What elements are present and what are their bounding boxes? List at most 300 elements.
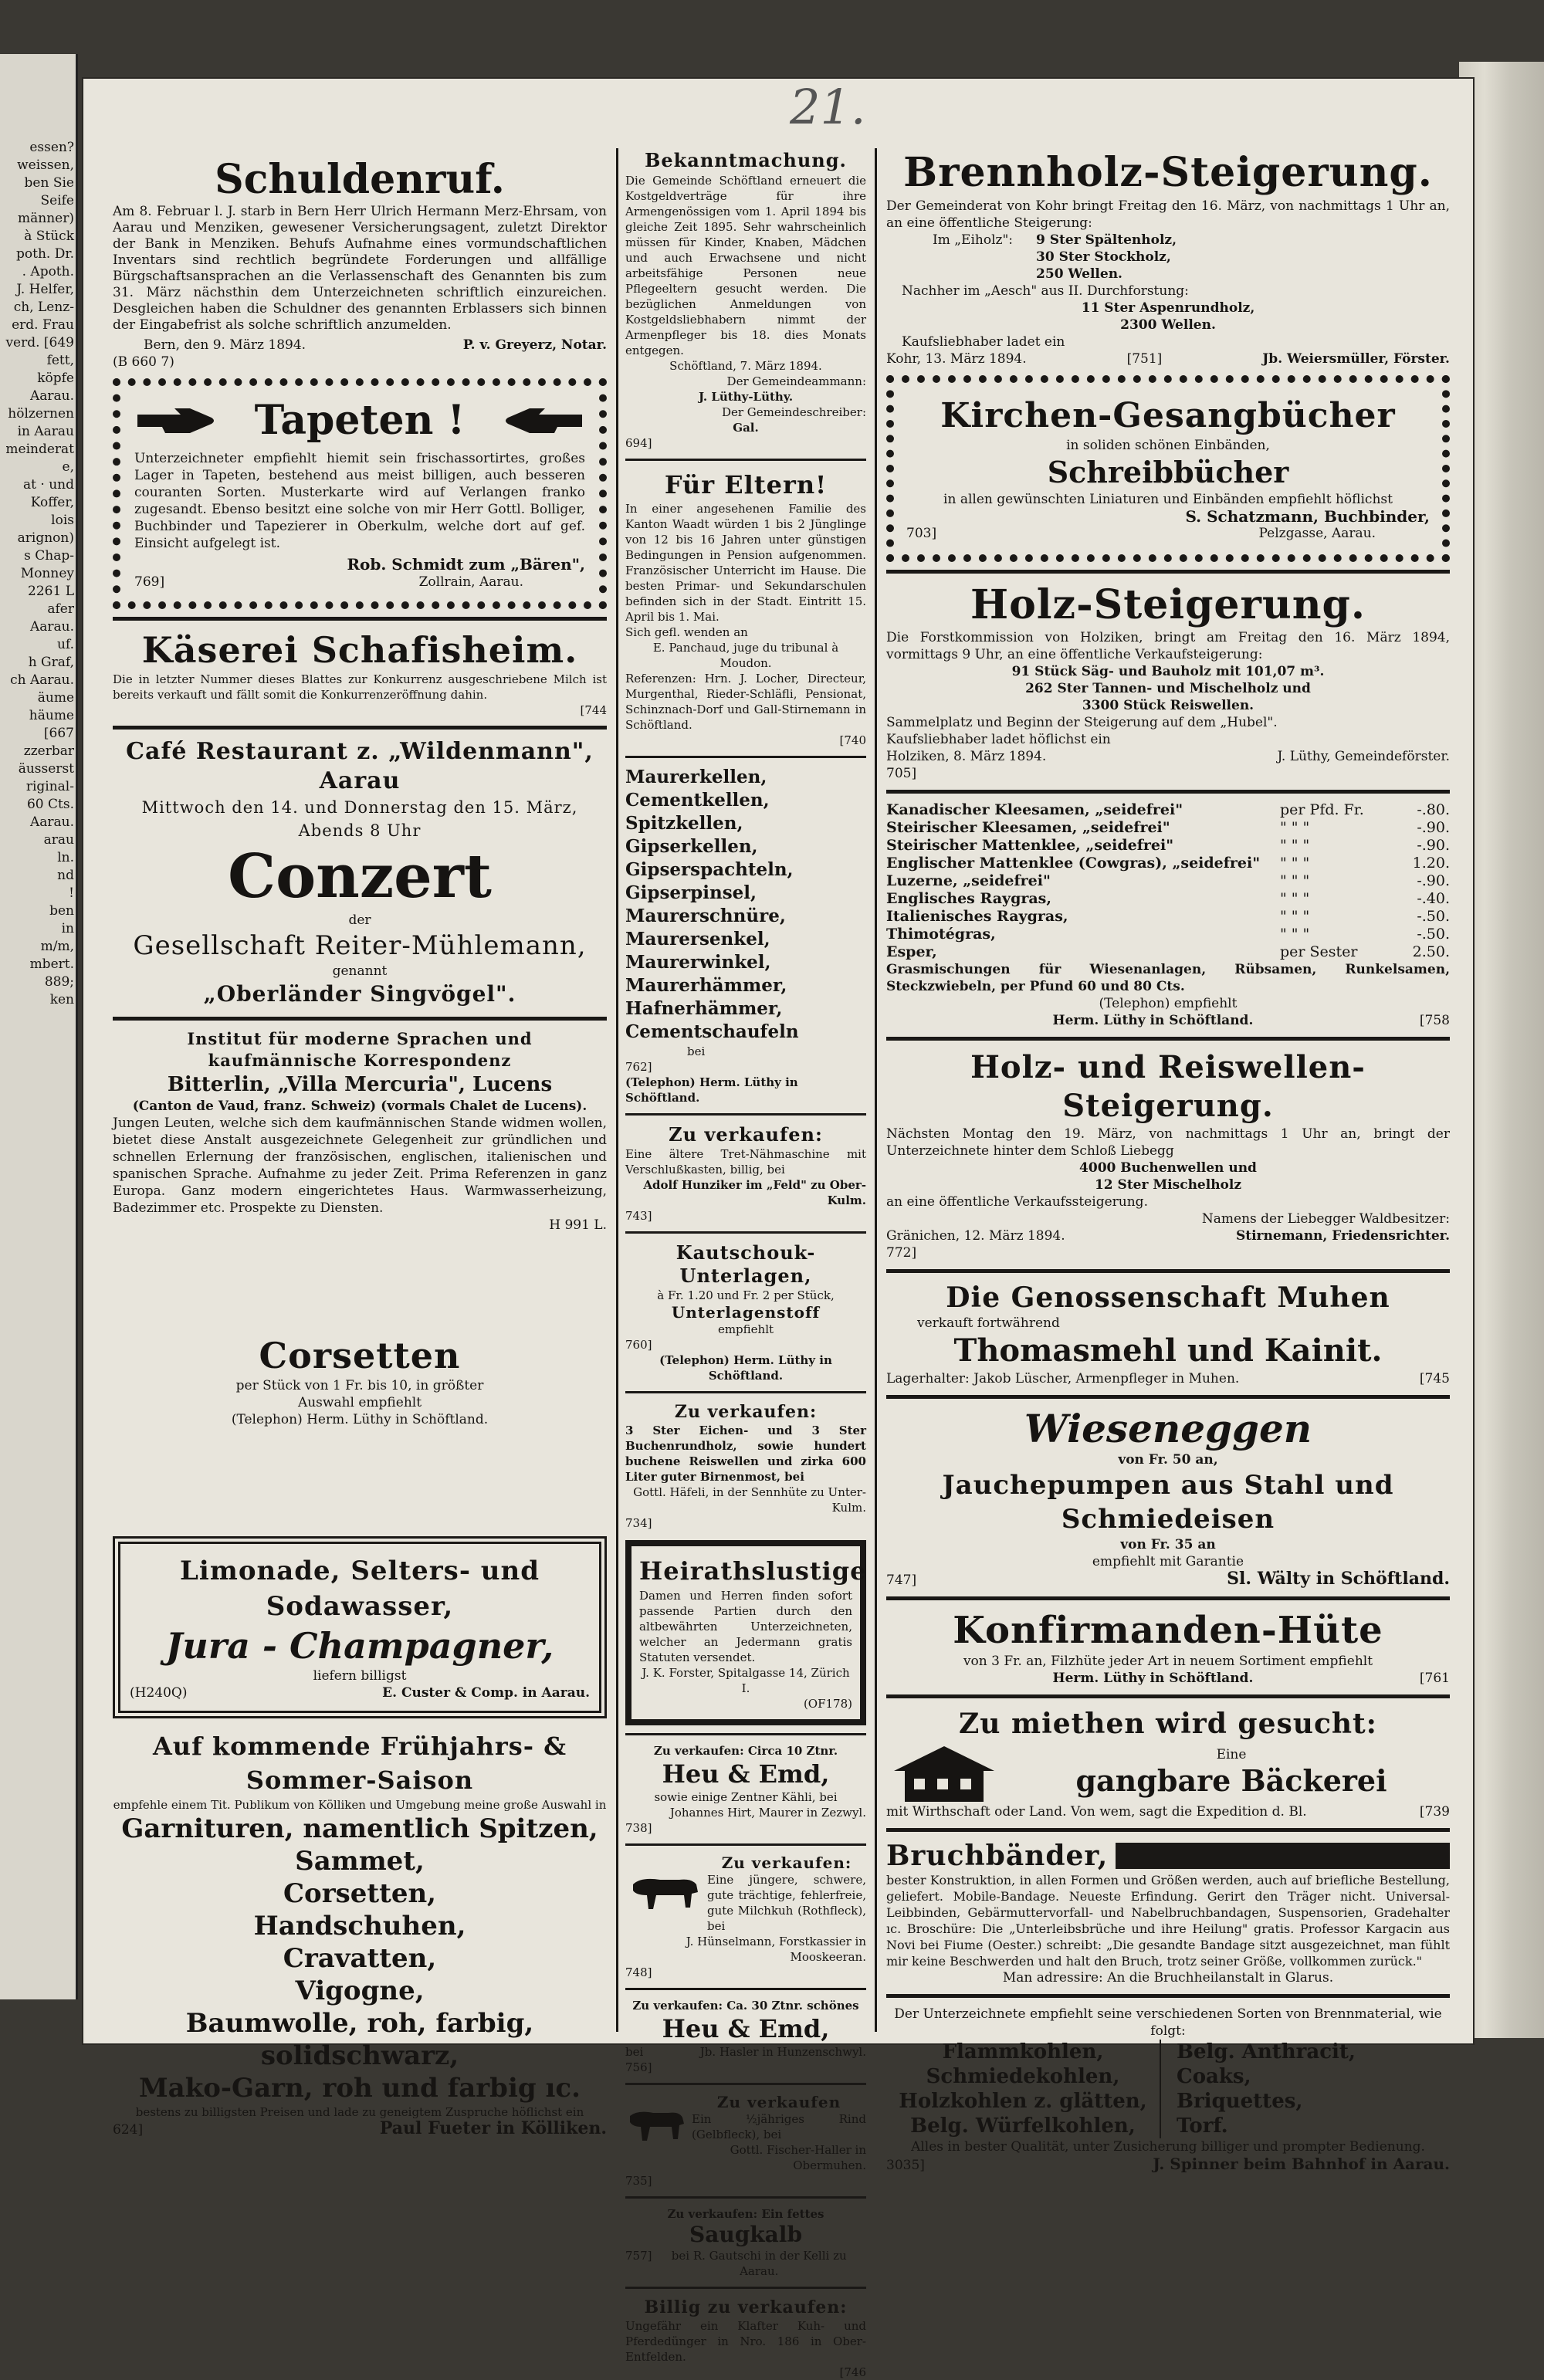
milchkuh-body: Eine jüngere, schwere, gute trächtige, fehlerfreie, gute Milchkuh (Rothfleck), bei xyxy=(707,1873,866,1933)
huete-title: Konfirmanden-Hüte xyxy=(953,1609,1383,1652)
ad-limonade xyxy=(113,1536,607,1718)
sliver-text: verd. [649 xyxy=(5,335,74,350)
ad-konfirmanden-huete xyxy=(886,1608,1450,1687)
naehmaschine-signer: Adolf Hunziker im „Feld" zu Ober-Kulm. xyxy=(643,1178,866,1207)
heu1-body: sowie einige Zentner Kähli, bei xyxy=(654,1790,838,1804)
sliver-text: e, xyxy=(62,459,74,475)
gesangbuecher-title2: Schreibbücher xyxy=(1047,455,1289,489)
samen-name: Luzerne, „seidefrei" xyxy=(886,872,1051,889)
house-icon xyxy=(886,1742,1002,1803)
fruehjahr-closing: bestens zu billigsten Preisen und lade zu geneigtem Zuspruche höflichst ein xyxy=(135,2105,584,2119)
bekanntmachung-name1: J. Lüthy-Lüthy. xyxy=(698,390,794,404)
institut-name: Bitterlin, „Villa Mercuria", Lucens xyxy=(167,1073,553,1096)
ad-samen xyxy=(886,801,1450,1029)
sliver-text: 60 Cts. xyxy=(26,797,74,812)
samen-price-row xyxy=(886,801,1450,819)
corsetten-title: Corsetten xyxy=(259,1335,461,1376)
samen-price: -.90. xyxy=(1417,819,1450,836)
kellen-bei: bei xyxy=(687,1044,706,1058)
reiswellen-for: Namens der Liebegger Waldbesitzer: xyxy=(1201,1211,1450,1227)
eichen-ref: 734] xyxy=(625,1516,652,1530)
brennmaterial-item: Flammkohlen, xyxy=(942,2040,1104,2063)
sliver-text: arau xyxy=(43,832,74,848)
ad-kellen xyxy=(625,766,866,1105)
ad-baeckerei xyxy=(886,1706,1450,1820)
muhen-title: Die Genossenschaft Muhen xyxy=(946,1281,1390,1314)
ad-bekanntmachung xyxy=(625,148,866,451)
brennmaterial-intro: Der Unterzeichnete empfiehlt seine verschiedenen Sorten von Brennmaterial, wie folgt: xyxy=(894,2006,1442,2039)
kautschuk-signer: (Telephon) Herm. Lüthy in Schöftland. xyxy=(659,1353,832,1383)
heu2-title: Heu & Emd, xyxy=(662,2014,830,2043)
huete-signer: Herm. Lüthy in Schöftland. xyxy=(1052,1671,1254,1686)
kellen-ref: 762] xyxy=(625,1060,652,1074)
calf-icon xyxy=(625,2104,687,2147)
bekanntmachung-title: Bekanntmachung. xyxy=(645,149,847,171)
muhen-agent: Lagerhalter: Jakob Lüscher, Armenpfleger in Muhen. xyxy=(886,1371,1240,1386)
naehmaschine-ref: 743] xyxy=(625,1209,652,1223)
samen-unit: " " " xyxy=(1280,908,1310,925)
heu2-ref: 756] xyxy=(625,2060,652,2074)
sliver-text: afer xyxy=(47,601,74,617)
column-middle xyxy=(625,148,867,2379)
column-left xyxy=(113,156,607,2138)
sliver-text: uf. xyxy=(56,637,74,652)
sliver-text: riginal- xyxy=(25,779,74,794)
sliver-text: à Stück xyxy=(24,229,74,244)
samen-empf: (Telephon) empfiehlt xyxy=(1099,996,1238,1011)
schuldenruf-title: Schuldenruf. xyxy=(215,156,505,203)
kellen-signer: (Telephon) Herm. Lüthy in Schöftland. xyxy=(625,1075,798,1105)
eltern-ref: [740 xyxy=(839,733,866,747)
sliver-text: Monney xyxy=(20,566,74,581)
sliver-text: zzerbar xyxy=(23,743,74,759)
wieseneggen-title: Wieseneggen xyxy=(1024,1406,1312,1451)
sliver-text: ! xyxy=(69,885,74,901)
sliver-text: Seife xyxy=(40,193,74,208)
baeckerei-main: gangbare Bäckerei xyxy=(1075,1763,1387,1798)
samen-signer: Herm. Lüthy in Schöftland. xyxy=(1052,1013,1254,1028)
fruehjahr-item: Mako-Garn, roh und farbig ıc. xyxy=(139,2073,581,2104)
wieseneggen-price2: von Fr. 35 an xyxy=(1120,1537,1216,1552)
heu1-title: Heu & Emd, xyxy=(662,1759,830,1789)
kellen-item: Maurerschnüre, xyxy=(625,906,786,926)
gesangbuecher-signer: S. Schatzmann, Buchbinder, xyxy=(1185,507,1430,526)
ad-tapeten xyxy=(113,378,607,609)
muhen-ref: [745 xyxy=(1419,1371,1450,1386)
column-right xyxy=(886,148,1450,2173)
limonade-ref: (H240Q) xyxy=(130,1685,188,1701)
samen-unit: " " " xyxy=(1280,926,1310,943)
ad-wieseneggen xyxy=(886,1407,1450,1589)
samen-price: -.50. xyxy=(1417,908,1450,925)
sliver-text: 889; xyxy=(44,974,74,990)
samen-name: Italienisches Raygras, xyxy=(886,908,1068,925)
samen-price: -.90. xyxy=(1417,872,1450,889)
bruchbaender-address: Man adressire: An die Bruchheilanstalt in Glarus. xyxy=(1002,1970,1334,1986)
sliver-text: in Aarau xyxy=(17,424,74,439)
institut-body: Jungen Leuten, welche sich dem kaufmännischen Stande widmen wollen, bietet diese Anstalt ausgezeichnete Gelegenheit zur gründlichen und schnellen Erlernung der französischen, englischen, italienischen und spanischen Sprache. Aufnahme zu jeder Zeit. Prima Referenzen in ganz Europa. Ganz modern eingerichtetes Haus. Warmwasserheizung, Badezimmer etc. Prospekte zu Diensten. xyxy=(113,1116,607,1216)
brennmaterial-item: Coaks, xyxy=(1177,2065,1251,2088)
samen-ref: [758 xyxy=(1419,1013,1450,1028)
conzert-venue: Café Restaurant z. „Wildenmann", Aarau xyxy=(126,738,594,794)
limonade-signer: E. Custer & Comp. in Aarau. xyxy=(382,1685,590,1701)
sliver-text: Aarau. xyxy=(29,814,74,830)
samen-name: Steirischer Kleesamen, „seidefrei" xyxy=(886,819,1170,836)
bekanntmachung-office2: Der Gemeindeschreiber: xyxy=(721,405,866,419)
sliver-text: fett, xyxy=(46,353,74,368)
kaeserei-title: Käserei Schafisheim. xyxy=(141,629,578,671)
kautschuk-body: à Fr. 1.20 und Fr. 2 per Stück, xyxy=(657,1288,835,1302)
ad-heu-emd-1 xyxy=(625,1743,866,1836)
sliver-text: ln. xyxy=(57,850,74,865)
brennholz-loc1-items xyxy=(1036,232,1177,283)
reiswellen-closing: an eine öffentliche Verkaufssteigerung. xyxy=(886,1194,1148,1210)
brennholz-signer: Jb. Weiersmüller, Förster. xyxy=(1262,351,1450,367)
sliver-text: s Chap- xyxy=(24,548,74,564)
corsetten-body: per Stück von 1 Fr. bis 10, in größter Auswahl empfiehlt xyxy=(235,1378,484,1410)
gesangbuecher-title: Kirchen-Gesangbücher xyxy=(940,396,1396,435)
brennholz-item: 9 Ster Spältenholz, xyxy=(1036,232,1177,248)
sliver-text: [667 xyxy=(43,726,74,741)
ad-brennholz xyxy=(886,148,1450,367)
samen-price: -.50. xyxy=(1417,926,1450,943)
sliver-text: meinderat xyxy=(5,442,74,457)
reiswellen-item: 12 Ster Mischelholz xyxy=(1094,1177,1242,1193)
heirath-signer: J. K. Forster, Spitalgasse 14, Zürich I. xyxy=(642,1666,850,1695)
column-rule-2 xyxy=(875,148,877,2032)
heirath-ref: (OF178) xyxy=(803,1697,852,1711)
brennmaterial-item: Holzkohlen z. glätten, xyxy=(899,2090,1147,2113)
kellen-item: Maurersenkel, xyxy=(625,929,770,950)
kellen-item: Cementschaufeln xyxy=(625,1021,799,1042)
sliver-text: mbert. xyxy=(29,956,74,972)
sliver-text: Aarau. xyxy=(29,619,74,635)
rind-title: Zu verkaufen xyxy=(716,2093,841,2111)
brennmaterial-closing: Alles in bester Qualität, unter Zusicherung billiger und prompter Bedienung. xyxy=(911,2139,1425,2155)
limonade-liefern: liefern billigst xyxy=(313,1668,407,1684)
ad-reiswellen xyxy=(886,1048,1450,1261)
ad-schuldenruf xyxy=(113,156,607,371)
huete-body: von 3 Fr. an, Filzhüte jeder Art in neuem Sortiment empfiehlt xyxy=(963,1654,1373,1669)
sliver-text: köpfe xyxy=(37,371,74,386)
samen-extra: Grasmischungen für Wiesenanlagen, Rübsamen, Runkelsamen, Steckzwiebeln, per Pfund 60 und 80 Cts. xyxy=(886,962,1450,994)
holz-title: Holz-Steigerung. xyxy=(970,581,1366,628)
milchkuh-title: Zu verkaufen: xyxy=(721,1854,852,1872)
samen-price-list xyxy=(886,801,1450,961)
tapeten-address: Zollrain, Aarau. xyxy=(418,574,523,590)
conzert-genannt: genannt xyxy=(332,963,388,979)
fruehjahr-item: Garnituren, namentlich Spitzen, xyxy=(121,1813,598,1844)
baeckerei-title: Zu miethen wird gesucht: xyxy=(959,1708,1377,1740)
baeckerei-eine: Eine xyxy=(1216,1747,1247,1762)
holz-ref: 705] xyxy=(886,766,917,781)
eichen-title: Zu verkaufen: xyxy=(674,1402,818,1422)
institut-ref: H 991 L. xyxy=(549,1217,607,1233)
gesangbuecher-sub1: in soliden schönen Einbänden, xyxy=(1066,438,1270,453)
samen-price: 2.50. xyxy=(1412,943,1450,960)
sliver-text: at · und xyxy=(23,477,74,493)
wieseneggen-ref: 747] xyxy=(886,1573,917,1588)
sliver-text: Aarau. xyxy=(29,388,74,404)
samen-price-row xyxy=(886,943,1450,961)
ad-eichenholz xyxy=(625,1401,866,1531)
sliver-text: J. Helfer, xyxy=(16,282,74,297)
fruehjahr-item: Baumwolle, roh, farbig, solidschwarz, xyxy=(185,2008,534,2071)
pointing-hand-left-icon xyxy=(500,405,585,436)
ad-fuer-eltern xyxy=(625,469,866,748)
kellen-item-list xyxy=(625,766,866,1044)
baeckerei-body: mit Wirthschaft oder Land. Von wem, sagt die Expedition d. Bl. xyxy=(886,1804,1307,1820)
klafter-title: Billig zu verkaufen: xyxy=(644,2297,848,2317)
sliver-text: ch, Lenz- xyxy=(13,300,74,315)
kellen-item: Gipserpinsel, xyxy=(625,882,757,903)
brennmaterial-right-list xyxy=(1161,2040,1450,2138)
fruehjahr-item: Corsetten, xyxy=(283,1878,437,1909)
gesangbuecher-sub2: in allen gewünschten Liniaturen und Einbänden empfiehlt höflichst xyxy=(943,492,1393,507)
saugkalb-lead: Zu verkaufen: Ein fettes xyxy=(667,2207,824,2221)
previous-page-edge xyxy=(0,54,78,1999)
eichen-signer: Gottl. Häfeli, in der Sennhüte zu Unter-Kulm. xyxy=(633,1485,866,1515)
fruehjahr-title: Auf kommende Frühjahrs- & Sommer-Saison xyxy=(152,1732,567,1795)
heu2-signer: Jb. Hasler in Hunzenschwyl. xyxy=(699,2045,866,2059)
samen-price-row xyxy=(886,890,1450,908)
brennholz-loc2-items xyxy=(886,300,1450,333)
sliver-text: h Graf, xyxy=(28,655,74,670)
sliver-text: arignon) xyxy=(17,530,74,546)
ad-muhen xyxy=(886,1281,1450,1387)
cow-icon xyxy=(625,1869,703,1915)
heu1-ref: 738] xyxy=(625,1821,652,1835)
brennholz-item: 250 Wellen. xyxy=(1036,266,1122,282)
rind-ref: 735] xyxy=(625,2174,652,2188)
reiswellen-signer: Stirnemann, Friedensrichter. xyxy=(1235,1228,1450,1244)
holz-closing: Kaufsliebhaber ladet höflichst ein xyxy=(886,732,1111,747)
ad-kaeserei xyxy=(113,628,607,718)
holz-item: 91 Stück Säg- und Bauholz mit 101,07 m³. xyxy=(1011,664,1325,679)
samen-price-row xyxy=(886,908,1450,926)
rind-body: Ein ½jähriges Rind (Gelbfleck), bei xyxy=(692,2112,866,2141)
wieseneggen-price1: von Fr. 50 an, xyxy=(1118,1452,1218,1468)
kellen-item: Gipserspachteln, xyxy=(625,859,794,880)
bekanntmachung-ref: 694] xyxy=(625,436,652,450)
ad-fruehjahr xyxy=(113,1729,607,2138)
sliver-text: nd xyxy=(57,868,74,883)
tapeten-ref: 769] xyxy=(134,574,165,590)
samen-unit: per Pfd. Fr. xyxy=(1280,801,1364,818)
saugkalb-signer: bei R. Gautschi in der Kelli zu Aarau. xyxy=(671,2249,847,2278)
sliver-text: äusserst xyxy=(18,761,74,777)
gesangbuecher-address: Pelzgasse, Aarau. xyxy=(1258,526,1376,541)
fruehjahr-item: Sammet, xyxy=(295,1846,425,1877)
samen-name: Steirischer Mattenklee, „seidefrei" xyxy=(886,837,1174,854)
ad-conzert xyxy=(113,737,607,1009)
kellen-item: Maurerkellen, xyxy=(625,767,767,787)
ad-heirathslustige xyxy=(625,1540,866,1725)
wieseneggen-signer: Sl. Wälty in Schöftland. xyxy=(1227,1569,1450,1589)
fruehjahr-item: Cravatten, xyxy=(283,1943,437,1974)
kellen-item: Hafnerhämmer, xyxy=(625,998,783,1019)
corsetten-signer: (Telephon) Herm. Lüthy in Schöftland. xyxy=(231,1412,489,1427)
samen-name: Kanadischer Kleesamen, „seidefrei" xyxy=(886,801,1183,818)
heirath-body: Damen und Herren finden sofort passende Partien durch den altbewährten Unterzeichneten, welcher an Jedermann gratis Statuten versendet. xyxy=(639,1589,852,1664)
column-rule-1 xyxy=(616,148,618,2032)
tapeten-body: Unterzeichneter empfiehlt hiemit sein frischassortirtes, großes Lager in Tapeten, bestehend aus meist billigen, auch besseren couranten Sorten. Musterkarte wird auf Verlangen franko zugesandt. Ebenso besitzt eine solche von mir Herr Gottl. Bolliger, Buchbinder und Tapezierer in Oberkulm, welche dort auf gef. Einsicht aufgelegt ist. xyxy=(134,451,585,551)
fruehjahr-item-list xyxy=(113,1813,607,2104)
holz-item: 262 Ster Tannen- und Mischelholz und xyxy=(1025,681,1311,696)
samen-price-row xyxy=(886,926,1450,943)
saugkalb-ref: 757] xyxy=(625,2249,652,2263)
samen-unit: per Sester xyxy=(1280,943,1358,960)
kellen-item: Maurerhämmer, xyxy=(625,975,787,996)
heu2-lead: Zu verkaufen: Ca. 30 Ztnr. schönes xyxy=(632,1999,859,2013)
ad-heu-emd-2 xyxy=(625,1998,866,2075)
eltern-contact: Sich gefl. wenden an xyxy=(625,625,748,639)
ad-saugkalb xyxy=(625,2206,866,2279)
schuldenruf-signer: P. v. Greyerz, Notar. xyxy=(462,337,607,353)
holz-meet: Sammelplatz und Beginn der Steigerung auf dem „Hubel". xyxy=(886,715,1278,730)
samen-price: -.40. xyxy=(1417,890,1450,907)
saugkalb-title: Saugkalb xyxy=(689,2222,803,2247)
kautschuk-sub: Unterlagenstoff xyxy=(671,1303,821,1322)
tapeten-title: Tapeten ! xyxy=(254,397,466,444)
ad-kautschuk xyxy=(625,1241,866,1383)
milchkuh-signer: J. Hünselmann, Forstkassier in Mooskeeran. xyxy=(686,1935,866,1964)
brennholz-closing: Kaufsliebhaber ladet ein xyxy=(902,334,1065,350)
schuldenruf-date: Bern, den 9. März 1894. xyxy=(144,337,306,353)
eltern-title: Für Eltern! xyxy=(664,470,828,499)
sliver-text: 2261 L xyxy=(28,584,74,599)
tapeten-signer: Rob. Schmidt zum „Bären", xyxy=(347,555,585,574)
samen-name: Englisches Raygras, xyxy=(886,890,1051,907)
samen-unit: " " " xyxy=(1280,819,1310,836)
bekanntmachung-date: Schöftland, 7. März 1894. xyxy=(669,359,822,373)
klafter-ref: [746 xyxy=(839,2365,866,2379)
holz-date: Holziken, 8. März 1894. xyxy=(886,749,1047,764)
muhen-product: Thomasmehl und Kainit. xyxy=(953,1332,1383,1369)
ad-institut xyxy=(113,1028,607,1234)
sliver-text: in xyxy=(61,921,74,936)
fruehjahr-item: Handschuhen, xyxy=(253,1911,466,1942)
sliver-text: ben xyxy=(49,903,74,919)
ad-rind xyxy=(625,2093,866,2173)
pointing-hand-right-icon xyxy=(134,405,219,436)
samen-price-row xyxy=(886,819,1450,837)
institut-title: Institut für moderne Sprachen und kaufmännische Korrespondenz xyxy=(187,1029,533,1070)
kellen-item: Maurerwinkel, xyxy=(625,952,771,973)
bekanntmachung-office1: Der Gemeindeammann: xyxy=(726,374,866,388)
conzert-der: der xyxy=(348,912,371,928)
ad-holz-steigerung xyxy=(886,581,1450,782)
brennholz-intro: Der Gemeinderat von Kohr bringt Freitag den 16. März, von nachmittags 1 Uhr an, an eine öffentliche Steigerung: xyxy=(886,198,1450,231)
bekanntmachung-body: Die Gemeinde Schöftland erneuert die Kostgeldverträge für ihre Armengenössigen vom 1. April 1894 bis gleiche Zeit 1895. Sehr wahrscheinlich müssen für Kinder, Knaben, Mädchen und auch Erwachsene und nicht arbeitsfähige Personen neue Pflegeeltern gesucht werden. Die bezüglichen Anmeldungen von Kostgeldsliebhabern nimmt der Armenpfleger bis 18. dies Monats entgegen. xyxy=(625,174,866,357)
brennholz-item: 2300 Wellen. xyxy=(1120,317,1216,333)
brennmaterial-left-list xyxy=(886,2040,1161,2138)
samen-name: Esper, xyxy=(886,943,937,960)
sliver-text: männer) xyxy=(18,211,74,226)
brennholz-title: Brennholz-Steigerung. xyxy=(903,149,1433,196)
conzert-date: Mittwoch den 14. und Donnerstag den 15. März, Abends 8 Uhr xyxy=(141,798,578,840)
samen-unit: " " " xyxy=(1280,890,1310,907)
kautschuk-empf: empfiehlt xyxy=(717,1322,774,1336)
heu1-signer: Johannes Hirt, Maurer in Zezwyl. xyxy=(669,1806,866,1820)
brennholz-item: 30 Ster Stockholz, xyxy=(1036,249,1171,265)
fruehjahr-intro: empfehle einem Tit. Publikum von Kölliken und Umgebung meine große Auswahl in xyxy=(113,1798,607,1812)
milchkuh-ref: 748] xyxy=(625,1965,652,1979)
sliver-text: ben Sie xyxy=(24,175,74,191)
sliver-text: häume xyxy=(29,708,74,723)
eltern-body: In einer angesehenen Familie des Kanton Waadt würden 1 bis 2 Jünglinge von 12 bis 16 Jahren unter günstigen Bedingungen in Pension aufgenommen. Französischer Unterricht im Hause. Die besten Primar- und Sekundarschulen befinden sich in der Stadt. Eintritt 15. April bis 1. Mai. xyxy=(625,502,866,624)
page-number: 21. xyxy=(790,79,866,135)
kaeserei-ref: [744 xyxy=(580,703,607,717)
brennmaterial-item: Schmiedekohlen, xyxy=(926,2065,1120,2088)
holz-item-list xyxy=(886,663,1450,714)
samen-price: -.80. xyxy=(1417,801,1450,818)
eltern-name: E. Panchaud, juge du tribunal à Moudon. xyxy=(652,641,839,670)
heu2-bei: bei xyxy=(625,2045,644,2059)
kautschuk-title: Kautschouk-Unterlagen, xyxy=(676,1241,816,1287)
ad-naehmaschine xyxy=(625,1123,866,1224)
brennmaterial-item: Torf. xyxy=(1177,2114,1228,2138)
sliver-text: . Apoth. xyxy=(22,264,74,279)
heirath-title: Heirathslustige xyxy=(639,1556,867,1586)
ad-brennmaterial xyxy=(886,2006,1450,2174)
holz-item: 3300 Stück Reiswellen. xyxy=(1082,698,1254,713)
kellen-item: Cementkellen, xyxy=(625,790,770,811)
limonade-product: Jura - Champagner, xyxy=(165,1625,554,1667)
fruehjahr-item: Vigogne, xyxy=(295,1975,425,2006)
sliver-text: erd. Frau xyxy=(12,317,74,333)
sliver-text: Koffer, xyxy=(30,495,74,510)
sliver-text: poth. Dr. xyxy=(16,246,74,262)
brennholz-loc1: Im „Eiholz": xyxy=(933,232,1014,248)
schuldenruf-body: Am 8. Februar l. J. starb in Bern Herr Ulrich Hermann Merz-Ehrsam, von Aarau und Menziken, gewesener Versicherungsagent, zuletzt Direktor der Bank in Menziken. Behufs Aufnahme eines vormundschaftlichen Inventars sind rechtlich begründete Forderungen und allfällige Bürgschaftsansprachen an die Verlassenschaft des Genannten bis zum 31. März nächsthin dem Unterzeichneten schriftlich einzureichen. Desgleichen haben die Schuldner des genannten Erblassers sich binnen der Eingabefrist als solche schriftlich anzumelden. xyxy=(113,204,607,333)
brennholz-date: Kohr, 13. März 1894. xyxy=(886,351,1027,367)
reiswellen-title: Holz- und Reiswellen-Steigerung. xyxy=(970,1049,1366,1124)
bruchbaender-title: Bruchbänder, xyxy=(886,1840,1109,1872)
samen-unit: " " " xyxy=(1280,872,1310,889)
newspaper-page xyxy=(83,79,1473,2379)
gesangbuecher-ref: 703] xyxy=(906,526,937,541)
ad-bruchbaender xyxy=(886,1840,1450,1986)
reiswellen-date: Gränichen, 12. März 1894. xyxy=(886,1228,1065,1244)
sliver-text: weissen, xyxy=(17,157,74,173)
brennholz-item: 11 Ster Aspenrundholz, xyxy=(1081,300,1255,316)
brennmaterial-item: Belg. Würfelkohlen, xyxy=(910,2114,1136,2138)
eichen-body: 3 Ster Eichen- und 3 Ster Buchenrundholz, sowie hundert buchene Reiswellen und zirka 600 Liter guter Birnenmost, bei xyxy=(625,1424,866,1484)
sliver-text: äume xyxy=(37,690,74,706)
brennholz-loc2: Nachher im „Aesch" aus II. Durchforstung: xyxy=(902,283,1189,299)
conzert-band: Gesellschaft Reiter-Mühlemann, xyxy=(133,930,587,961)
eltern-refs: Referenzen: Hrn. J. Locher, Directeur, Murgenthal, Rieder-Schläfli, Pensionat, Schinznach-Dorf und Gall-Stirnemann in Schöftland. xyxy=(625,672,866,732)
holz-signer: J. Lüthy, Gemeindeförster. xyxy=(1277,749,1450,764)
wieseneggen-title2: Jauchepumpen aus Stahl und Schmiedeisen xyxy=(942,1470,1394,1535)
brennholz-ref: [751] xyxy=(1126,351,1163,367)
kellen-item: Spitzkellen, xyxy=(625,813,743,834)
sliver-text: hölzernen xyxy=(8,406,74,421)
bekanntmachung-name2: Gal. xyxy=(733,421,759,435)
schuldenruf-ref: (B 660 7) xyxy=(113,354,174,370)
samen-price-row xyxy=(886,872,1450,890)
huete-ref: [761 xyxy=(1419,1671,1450,1686)
ad-corsetten xyxy=(113,1334,607,1428)
samen-price: -.90. xyxy=(1417,837,1450,854)
heu1-lead: Zu verkaufen: Circa 10 Ztnr. xyxy=(653,1744,838,1758)
reiswellen-item-list xyxy=(886,1160,1450,1193)
holz-intro: Die Forstkommission von Holziken, bringt am Freitag den 16. März 1894, vormittags 9 Uhr, an eine öffentliche Verkaufsteigerung: xyxy=(886,630,1450,662)
reiswellen-item: 4000 Buchenwellen und xyxy=(1079,1160,1257,1176)
naehmaschine-title: Zu verkaufen: xyxy=(669,1123,823,1146)
samen-price: 1.20. xyxy=(1412,855,1450,872)
